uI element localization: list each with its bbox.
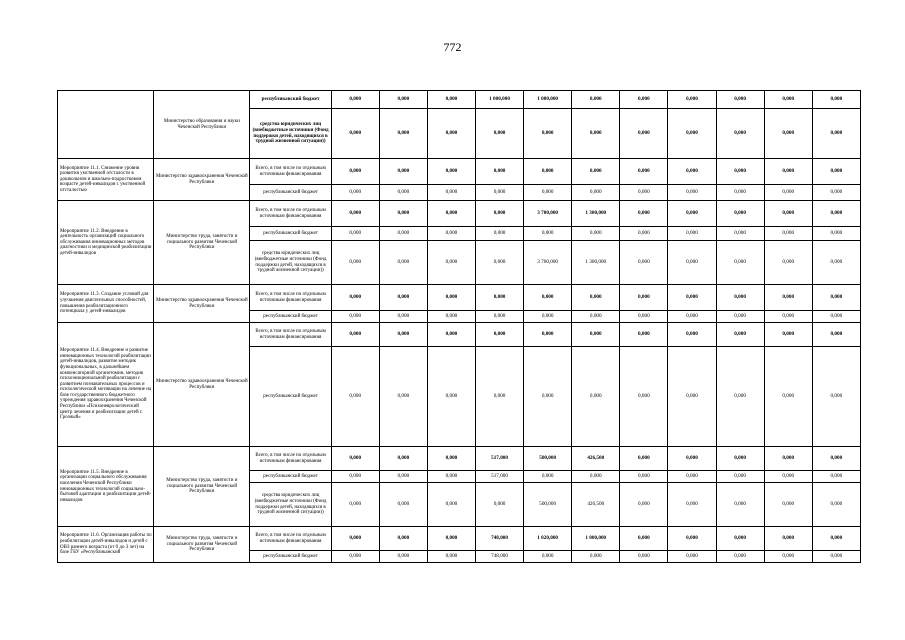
value-cell: 0,000 — [812, 527, 860, 551]
value-cell: 0,000 — [524, 159, 572, 185]
value-cell: 0,000 — [764, 109, 812, 159]
value-cell: 0,000 — [716, 285, 764, 311]
value-cell: 0,000 — [475, 185, 523, 201]
value-cell: 0,000 — [668, 527, 716, 551]
value-cell: 0,000 — [716, 311, 764, 323]
value-cell: 426,500 — [572, 483, 620, 527]
value-cell: 0,000 — [379, 109, 427, 159]
value-cell: 0,000 — [620, 447, 668, 471]
value-cell: 0,000 — [812, 447, 860, 471]
value-cell: 0,000 — [668, 551, 716, 563]
value-cell: 0,000 — [764, 323, 812, 347]
value-cell: 0,000 — [620, 201, 668, 227]
value-cell: 3 700,000 — [524, 241, 572, 285]
source-cell: Всего, в том числе по отдельным источникам финансирования — [250, 323, 331, 347]
value-cell: 0,000 — [427, 311, 475, 323]
value-cell: 0,000 — [427, 551, 475, 563]
value-cell: 0,000 — [812, 285, 860, 311]
executor-cell: Министерство образования и науки Чеченской Республики — [154, 91, 250, 159]
value-cell: 0,000 — [331, 483, 379, 527]
value-cell: 0,000 — [812, 347, 860, 447]
value-cell: 0,000 — [764, 471, 812, 483]
value-cell: 0,000 — [379, 311, 427, 323]
value-cell: 0,000 — [524, 227, 572, 241]
value-cell: 0,000 — [620, 91, 668, 109]
value-cell: 0,000 — [475, 311, 523, 323]
table-row — [58, 323, 861, 347]
value-cell: 0,000 — [427, 285, 475, 311]
value-cell: 0,000 — [812, 311, 860, 323]
executor-cell: Министерство здравоохранения Чеченской Республики — [154, 323, 250, 447]
value-cell: 0,000 — [716, 227, 764, 241]
value-cell: 0,000 — [524, 551, 572, 563]
value-cell: 0,000 — [620, 227, 668, 241]
value-cell: 0,000 — [764, 483, 812, 527]
activity-cell: Мероприятие 11.2. Внедрение в деятельность организаций социального обслуживания инновационных методов диагностики и медицинской реабилитации детей-инвалидов — [58, 201, 154, 285]
value-cell: 0,000 — [331, 347, 379, 447]
value-cell: 0,000 — [620, 285, 668, 311]
value-cell: 0,000 — [668, 483, 716, 527]
source-cell: республиканский бюджет — [250, 227, 331, 241]
source-cell: Всего, в том числе по отдельным источникам финансирования — [250, 447, 331, 471]
value-cell: 0,000 — [475, 323, 523, 347]
value-cell: 1 000,000 — [524, 91, 572, 109]
value-cell: 0,000 — [475, 241, 523, 285]
value-cell: 0,000 — [331, 227, 379, 241]
value-cell: 0,000 — [427, 201, 475, 227]
value-cell: 1 300,000 — [572, 201, 620, 227]
value-cell: 1 000,000 — [572, 527, 620, 551]
value-cell: 0,000 — [427, 447, 475, 471]
value-cell: 0,000 — [764, 159, 812, 185]
table-row — [58, 201, 861, 227]
value-cell: 0,000 — [331, 285, 379, 311]
value-cell: 500,000 — [524, 447, 572, 471]
value-cell: 0,000 — [379, 551, 427, 563]
value-cell: 0,000 — [379, 471, 427, 483]
value-cell: 0,000 — [764, 185, 812, 201]
value-cell: 0,000 — [331, 311, 379, 323]
value-cell: 0,000 — [379, 185, 427, 201]
value-cell: 517,000 — [475, 447, 523, 471]
value-cell: 0,000 — [764, 527, 812, 551]
value-cell: 0,000 — [668, 227, 716, 241]
value-cell: 0,000 — [524, 311, 572, 323]
executor-cell: Министерство труда, занятости и социального развития Чеченской Республики — [154, 447, 250, 527]
value-cell: 517,000 — [475, 471, 523, 483]
source-cell: Всего, в том числе по отдельным источникам финансирования — [250, 285, 331, 311]
value-cell: 0,000 — [668, 323, 716, 347]
executor-cell: Министерство труда, занятости и социального развития Чеченской Республики — [154, 527, 250, 563]
value-cell: 0,000 — [764, 227, 812, 241]
value-cell: 0,000 — [812, 91, 860, 109]
value-cell: 0,000 — [427, 483, 475, 527]
source-cell: Всего, в том числе по отдельным источникам финансирования — [250, 527, 331, 551]
table-row — [58, 159, 861, 185]
value-cell: 0,000 — [572, 551, 620, 563]
value-cell: 0,000 — [620, 159, 668, 185]
source-cell: Всего, в том числе по отдельным источникам финансирования — [250, 159, 331, 185]
value-cell: 0,000 — [812, 471, 860, 483]
value-cell: 0,000 — [764, 551, 812, 563]
value-cell: 0,000 — [572, 471, 620, 483]
value-cell: 0,000 — [331, 91, 379, 109]
value-cell: 0,000 — [427, 323, 475, 347]
value-cell: 0,000 — [812, 201, 860, 227]
source-cell: средства юридических лиц (внебюджетные источники (Фонд поддержки детей, находящихся в трудной жизненной ситуации)) — [250, 483, 331, 527]
value-cell: 0,000 — [812, 551, 860, 563]
value-cell: 0,000 — [764, 285, 812, 311]
value-cell: 0,000 — [427, 109, 475, 159]
value-cell: 3 700,000 — [524, 201, 572, 227]
value-cell: 0,000 — [379, 91, 427, 109]
value-cell: 0,000 — [716, 471, 764, 483]
activity-cell: Мероприятие 11.5. Внедрение в организации социального обслуживания населения Чеченской Республики инновационных технологий социально-бытовой адаптации и реабилитации детей-инвалидов — [58, 447, 154, 527]
value-cell: 0,000 — [764, 347, 812, 447]
source-cell: республиканский бюджет — [250, 347, 331, 447]
value-cell: 0,000 — [379, 201, 427, 227]
value-cell: 0,000 — [620, 551, 668, 563]
value-cell: 0,000 — [475, 109, 523, 159]
value-cell: 0,000 — [331, 159, 379, 185]
value-cell: 0,000 — [379, 447, 427, 471]
value-cell: 0,000 — [668, 447, 716, 471]
value-cell: 0,000 — [379, 285, 427, 311]
value-cell: 0,000 — [331, 447, 379, 471]
value-cell: 0,000 — [572, 311, 620, 323]
executor-cell: Министерство здравоохранения Чеченской Республики — [154, 159, 250, 201]
value-cell: 0,000 — [764, 241, 812, 285]
value-cell: 0,000 — [572, 159, 620, 185]
value-cell: 0,000 — [716, 185, 764, 201]
value-cell: 0,000 — [572, 285, 620, 311]
value-cell: 0,000 — [427, 241, 475, 285]
value-cell: 0,000 — [668, 471, 716, 483]
source-cell: средства юридических лиц (внебюджетные источники (Фонд поддержки детей, находящихся в трудной жизненной ситуации)) — [250, 109, 331, 159]
source-cell: Всего, в том числе по отдельным источникам финансирования — [250, 201, 331, 227]
value-cell: 0,000 — [427, 159, 475, 185]
source-cell: средства юридических лиц (внебюджетные источники (Фонд поддержки детей, находящихся в трудной жизненной ситуации)) — [250, 241, 331, 285]
value-cell: 0,000 — [427, 347, 475, 447]
value-cell: 0,000 — [620, 483, 668, 527]
value-cell: 0,000 — [668, 347, 716, 447]
value-cell: 0,000 — [620, 241, 668, 285]
value-cell: 0,000 — [524, 109, 572, 159]
value-cell: 0,000 — [379, 527, 427, 551]
value-cell: 0,000 — [716, 551, 764, 563]
activity-cell: Мероприятие 11.6. Организация работы по реабилитации детей-инвалидов и детей с ОВЗ раннего возраста (от 0 до 3 лет) на базе ГБУ «Республиканский — [58, 527, 154, 563]
executor-cell: Министерство труда, занятости и социального развития Чеченской Республики — [154, 201, 250, 285]
value-cell: 0,000 — [668, 241, 716, 285]
value-cell: 0,000 — [379, 483, 427, 527]
value-cell: 0,000 — [716, 347, 764, 447]
value-cell: 0,000 — [572, 91, 620, 109]
value-cell: 0,000 — [524, 471, 572, 483]
value-cell: 0,000 — [524, 347, 572, 447]
activity-cell — [58, 91, 154, 159]
source-cell: республиканский бюджет — [250, 185, 331, 201]
value-cell: 0,000 — [379, 323, 427, 347]
value-cell: 1 000,000 — [475, 91, 523, 109]
value-cell: 0,000 — [331, 109, 379, 159]
value-cell: 0,000 — [668, 91, 716, 109]
value-cell: 0,000 — [475, 227, 523, 241]
value-cell: 0,000 — [812, 109, 860, 159]
value-cell: 0,000 — [716, 447, 764, 471]
value-cell: 0,000 — [620, 109, 668, 159]
value-cell: 0,000 — [812, 185, 860, 201]
value-cell: 0,000 — [331, 323, 379, 347]
value-cell: 0,000 — [812, 159, 860, 185]
value-cell: 0,000 — [668, 185, 716, 201]
value-cell: 0,000 — [668, 311, 716, 323]
budget-table — [57, 90, 861, 563]
source-cell: республиканский бюджет — [250, 551, 331, 563]
value-cell: 0,000 — [716, 109, 764, 159]
value-cell: 0,000 — [524, 323, 572, 347]
value-cell: 0,000 — [427, 185, 475, 201]
activity-cell: Мероприятие 11.4. Внедрение и развитие инновационных технологий реабилитации детей-инвалидов, развитие методик функциональных, в дальнейшем компенсаторной органотомии, методик психоэмоциональной реабилитации с развитием познавательных процессов и психологической мотивации на лечение на базе государственного бюджетного учреждения здравоохранения Чеченской Республики «Психоневрологический центр лечения и реабилитации детей г. Грозный» — [58, 323, 154, 447]
value-cell: 0,000 — [572, 227, 620, 241]
table-row — [58, 527, 861, 551]
value-cell: 0,000 — [331, 185, 379, 201]
page-number: 772 — [443, 40, 462, 54]
value-cell: 0,000 — [716, 483, 764, 527]
value-cell: 0,000 — [331, 527, 379, 551]
value-cell: 0,000 — [475, 483, 523, 527]
value-cell: 0,000 — [427, 471, 475, 483]
value-cell: 0,000 — [572, 109, 620, 159]
value-cell: 0,000 — [620, 323, 668, 347]
value-cell: 500,000 — [524, 483, 572, 527]
value-cell: 0,000 — [379, 227, 427, 241]
value-cell: 0,000 — [524, 285, 572, 311]
value-cell: 0,000 — [812, 323, 860, 347]
value-cell: 0,000 — [331, 241, 379, 285]
value-cell: 0,000 — [427, 227, 475, 241]
value-cell: 0,000 — [812, 241, 860, 285]
value-cell: 0,000 — [668, 109, 716, 159]
value-cell: 0,000 — [668, 159, 716, 185]
value-cell: 0,000 — [427, 91, 475, 109]
source-cell: республиканский бюджет — [250, 91, 331, 109]
value-cell: 0,000 — [620, 311, 668, 323]
value-cell: 0,000 — [716, 241, 764, 285]
table-row — [58, 285, 861, 311]
value-cell: 0,000 — [716, 201, 764, 227]
value-cell: 748,000 — [475, 527, 523, 551]
executor-cell: Министерство здравоохранения Чеченской Республики — [154, 285, 250, 323]
source-cell: республиканский бюджет — [250, 311, 331, 323]
value-cell: 0,000 — [620, 527, 668, 551]
value-cell: 0,000 — [475, 285, 523, 311]
activity-cell: Мероприятие 11.1. Снижение уровня развития умственной отсталости в дошкольном и школьно-подростковом возрасте детей-инвалидов с умственной отсталостью — [58, 159, 154, 201]
value-cell: 0,000 — [620, 185, 668, 201]
value-cell: 0,000 — [572, 347, 620, 447]
value-cell: 0,000 — [620, 471, 668, 483]
value-cell: 0,000 — [331, 471, 379, 483]
value-cell: 0,000 — [379, 159, 427, 185]
value-cell: 0,000 — [620, 347, 668, 447]
value-cell: 426,500 — [572, 447, 620, 471]
value-cell: 0,000 — [812, 483, 860, 527]
table-row — [58, 447, 861, 471]
value-cell: 0,000 — [379, 347, 427, 447]
value-cell: 0,000 — [764, 311, 812, 323]
activity-cell: Мероприятие 11.3. Создание условий для улучшения двигательных способностей, повышения реабилитационного потенциала у детей-инвалидов — [58, 285, 154, 323]
value-cell: 0,000 — [716, 159, 764, 185]
value-cell: 0,000 — [716, 323, 764, 347]
value-cell: 0,000 — [524, 185, 572, 201]
value-cell: 0,000 — [379, 241, 427, 285]
value-cell: 748,000 — [475, 551, 523, 563]
value-cell: 0,000 — [331, 201, 379, 227]
value-cell: 0,000 — [668, 285, 716, 311]
value-cell: 0,000 — [812, 227, 860, 241]
value-cell: 1 020,000 — [524, 527, 572, 551]
value-cell: 0,000 — [668, 201, 716, 227]
value-cell: 0,000 — [764, 201, 812, 227]
value-cell: 0,000 — [764, 91, 812, 109]
value-cell: 0,000 — [572, 185, 620, 201]
value-cell: 0,000 — [427, 527, 475, 551]
value-cell: 0,000 — [716, 527, 764, 551]
value-cell: 0,000 — [764, 447, 812, 471]
value-cell: 0,000 — [331, 551, 379, 563]
table-row — [58, 91, 861, 109]
value-cell: 1 300,000 — [572, 241, 620, 285]
value-cell: 0,000 — [475, 347, 523, 447]
value-cell: 0,000 — [572, 323, 620, 347]
value-cell: 0,000 — [475, 201, 523, 227]
value-cell: 0,000 — [716, 91, 764, 109]
source-cell: республиканский бюджет — [250, 471, 331, 483]
value-cell: 0,000 — [475, 159, 523, 185]
